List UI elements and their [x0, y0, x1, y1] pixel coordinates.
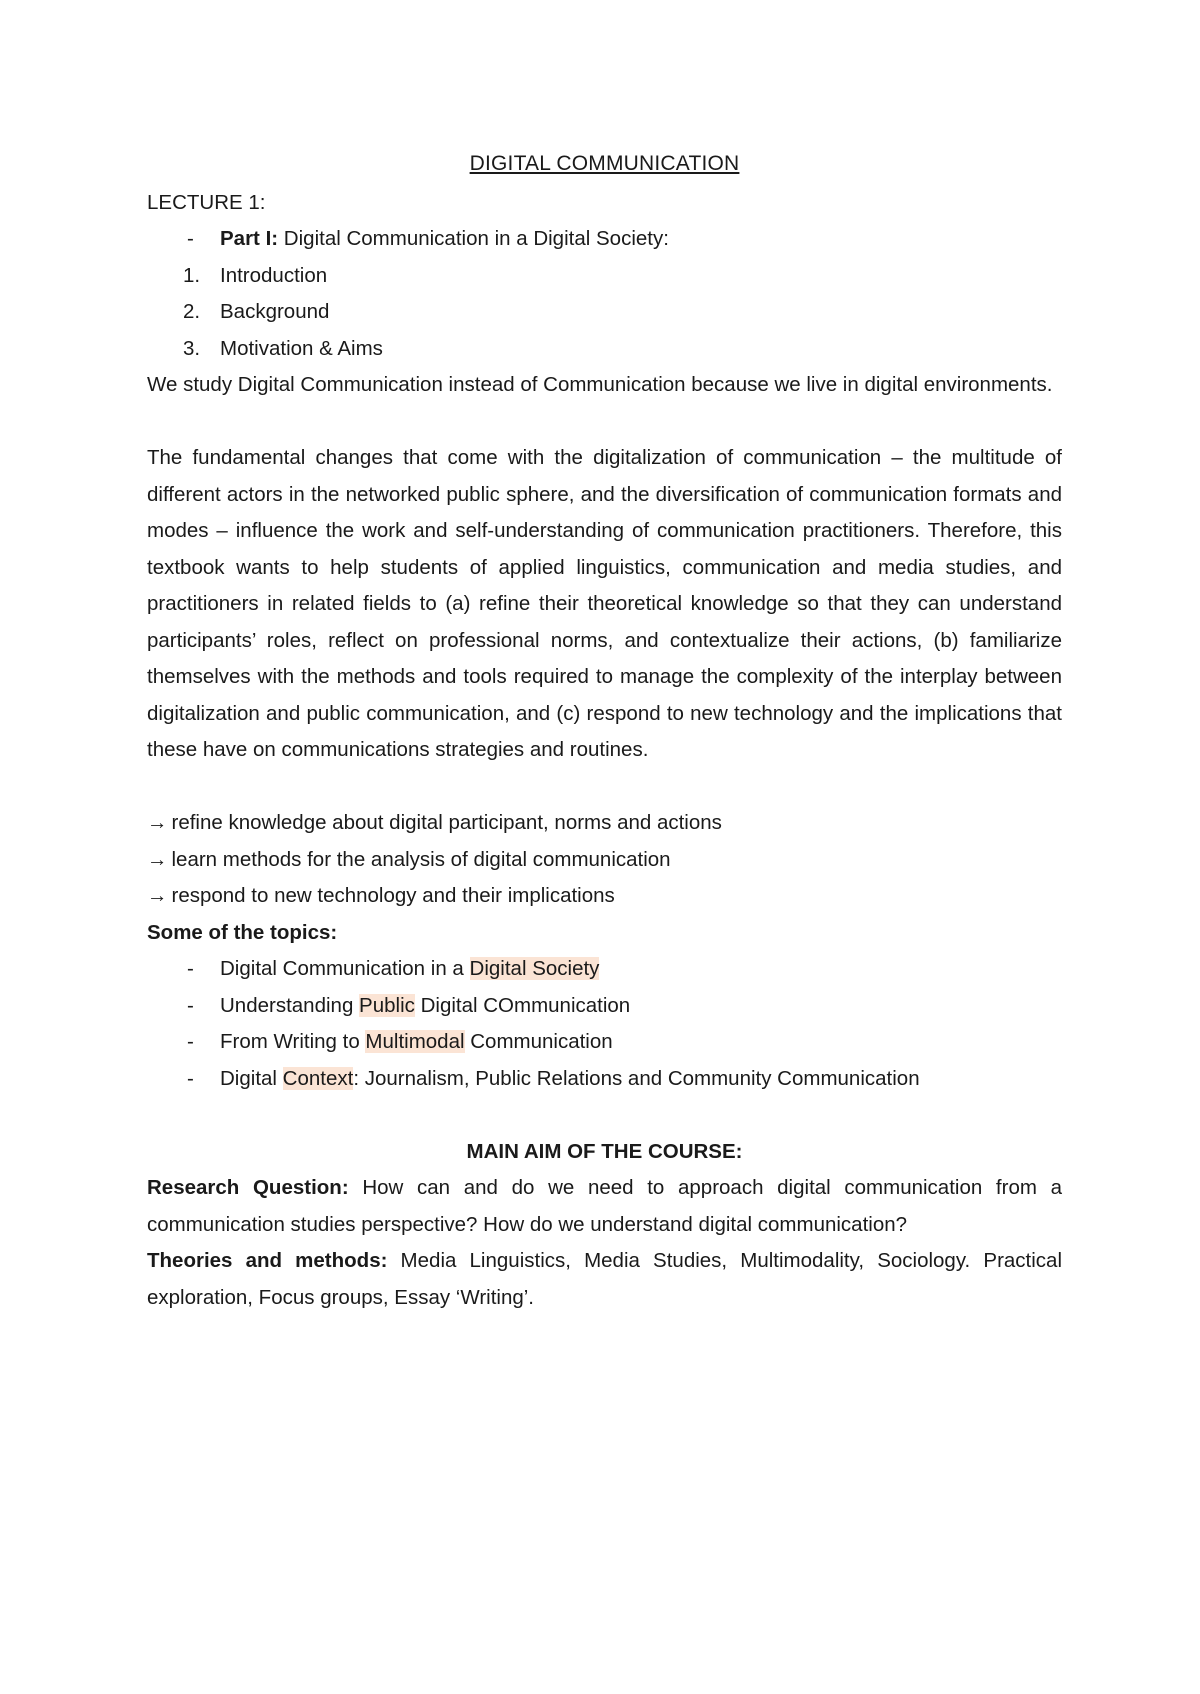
list-item-text: Introduction	[220, 263, 328, 287]
dash-marker: -	[187, 957, 194, 980]
part-label: Part I:	[220, 227, 279, 250]
part-text: Digital Communication in a Digital Society:	[278, 227, 669, 250]
intro-paragraph: We study Digital Communication instead of Communication because we live in digital environments.	[147, 373, 1053, 396]
dash-marker: -	[187, 227, 194, 250]
topic-item	[147, 1024, 1062, 1061]
theories-methods	[147, 1243, 1062, 1316]
document-title: DIGITAL COMMUNICATION	[469, 152, 740, 175]
theories-methods-text: Media Linguistics, Media Studies, Multimodality, Sociology. Practical exploration, Focus groups, Essay ‘Writing’.	[147, 1249, 1062, 1309]
topic-item	[147, 951, 1062, 988]
arrow-point-text: refine knowledge about digital participant, norms and actions	[171, 811, 722, 834]
arrow-right-icon: →	[147, 884, 168, 907]
research-question-text: How can and do we need to approach digital communication from a communication studies perspective? How do we understand digital communication?	[147, 1176, 1063, 1236]
topic-text: Communication	[464, 1030, 613, 1053]
research-question	[147, 1170, 1062, 1243]
list-item	[147, 258, 1062, 295]
topic-text: Digital	[220, 1066, 283, 1090]
arrow-point-text: respond to new technology and their implications	[171, 884, 615, 907]
arrow-point-text: learn methods for the analysis of digital communication	[171, 847, 671, 871]
lecture-label: LECTURE 1:	[147, 190, 266, 214]
spacer	[147, 1097, 1062, 1134]
list-item	[147, 294, 1062, 331]
arrow-point	[147, 805, 1062, 842]
list-item-text: Background	[220, 300, 330, 323]
topics-heading: Some of the topics:	[147, 920, 338, 944]
dash-marker: -	[187, 1030, 194, 1053]
arrow-right-icon: →	[147, 847, 168, 871]
dash-marker: -	[187, 993, 194, 1017]
number-marker: 3.	[183, 336, 201, 360]
topic-text: Digital Communication in a	[220, 957, 470, 980]
number-marker: 2.	[183, 300, 201, 323]
topic-text: : Journalism, Public Relations and Community Communication	[353, 1066, 920, 1090]
topic-highlight: Context	[282, 1066, 354, 1090]
numbered-list	[147, 258, 1062, 368]
research-question-label: Research Question:	[147, 1176, 349, 1199]
topic-item	[147, 988, 1062, 1025]
main-paragraph: The fundamental changes that come with the digitalization of communication – the multitude of different actors in the networked public sphere, and the diversification of communication formats and modes – influence the work and self-understanding of communication practitioners. Therefore, this textbook wants to help students of applied linguistics, communication and media studies, and practitioners in related fields to (a) refine their theoretical knowledge so that they can understand participants’ roles, reflect on professional norms, and contextualize their actions, (b) familiarize themselves with the methods and tools required to manage the complexity of the interplay between digitalization and public communication, and (c) respond to new technology and the implications that these have on communications strategies and routines.	[147, 446, 1062, 761]
number-marker: 1.	[183, 263, 201, 287]
spacer	[147, 769, 1062, 806]
topic-text: Understanding	[220, 993, 360, 1017]
arrow-point	[147, 878, 1062, 915]
dash-marker: -	[187, 1066, 194, 1090]
topic-item	[147, 1061, 1062, 1098]
list-item-text: Motivation & Aims	[220, 336, 383, 360]
part-item	[147, 221, 1062, 258]
arrow-right-icon: →	[147, 811, 168, 834]
list-item	[147, 331, 1062, 368]
topic-highlight: Multimodal	[365, 1030, 465, 1053]
part-list	[147, 221, 1062, 258]
spacer	[147, 404, 1062, 441]
main-aim-heading: MAIN AIM OF THE COURSE:	[466, 1139, 743, 1163]
topic-highlight: Public	[359, 993, 415, 1017]
arrow-point	[147, 842, 1062, 879]
theories-methods-label: Theories and methods:	[147, 1249, 388, 1272]
topics-list	[147, 951, 1062, 1097]
topic-highlight: Digital Society	[469, 957, 600, 980]
topic-text: From Writing to	[220, 1030, 366, 1053]
topic-text: Digital COmmunication	[414, 993, 631, 1017]
